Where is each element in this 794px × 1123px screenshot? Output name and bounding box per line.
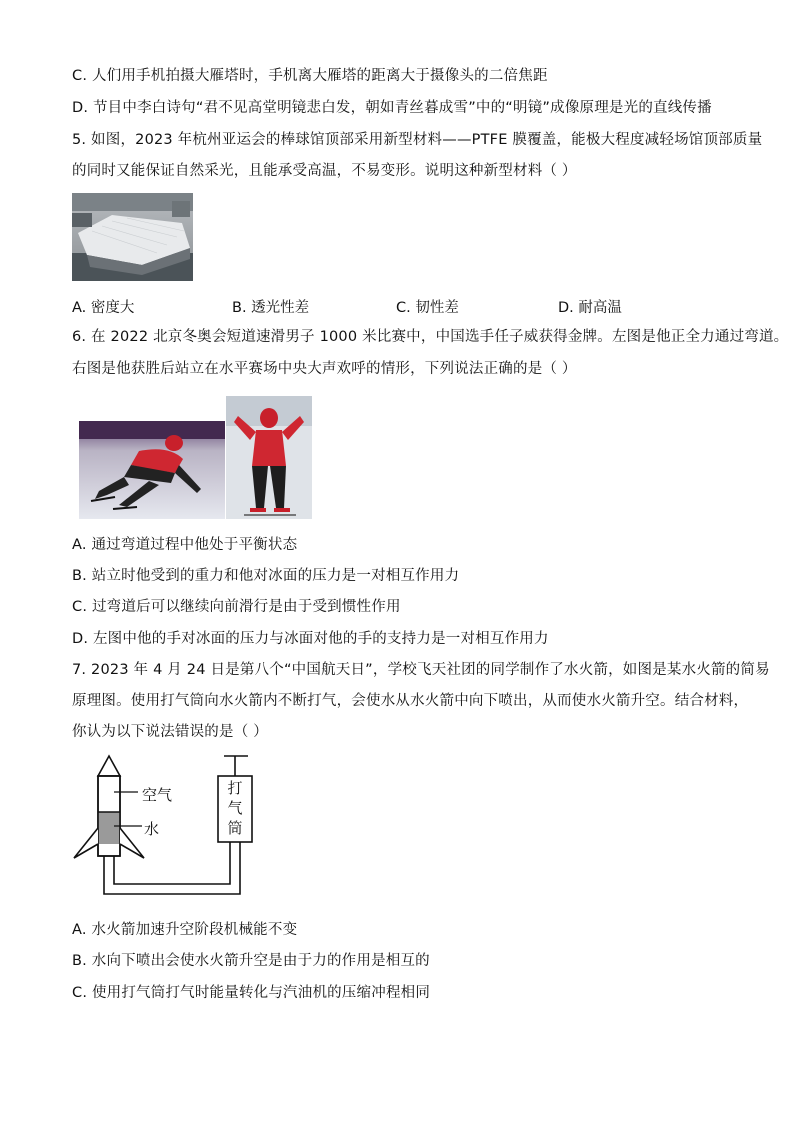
q5-option-c: C. 韧性差 [396, 300, 459, 316]
q7-option-a: A. 水火箭加速升空阶段机械能不变 [72, 922, 298, 938]
q7-stem-line-3: 你认为以下说法错误的是（ ） [72, 724, 268, 740]
water-label: 水 [144, 820, 160, 838]
q4-option-c: C. 人们用手机拍摄大雁塔时，手机离大雁塔的距离大于摄像头的二倍焦距 [72, 68, 548, 84]
q5-option-a: A. 密度大 [72, 300, 135, 316]
q6-stem-line-2: 右图是他获胜后站立在水平赛场中央大声欢呼的情形，下列说法正确的是（ ） [72, 361, 577, 377]
q6-option-c: C. 过弯道后可以继续向前滑行是由于受到惯性作用 [72, 599, 401, 615]
q7-stem-line-2: 原理图。使用打气筒向水火箭内不断打气，会使水从水火箭中向下喷出，从而使水火箭升空。结合材料， [72, 693, 749, 709]
q7-stem-line-1: 7. 2023 年 4 月 24 日是第八个“中国航天日”，学校飞天社团的同学制作了水火箭，如图是某水火箭的简易 [72, 662, 770, 678]
stadium-photo [72, 193, 193, 281]
pump-char-1: 打 [227, 779, 243, 797]
q6-option-a: A. 通过弯道过程中他处于平衡状态 [72, 537, 298, 553]
skater-celebrating-photo [226, 396, 312, 519]
pump-label [225, 778, 245, 838]
q5-option-d: D. 耐高温 [558, 300, 622, 316]
q6-stem-line-1: 6. 在 2022 北京冬奥会短道速滑男子 1000 米比赛中，中国选手任子威获得金牌。左图是他正全力通过弯道。 [72, 329, 789, 345]
q5-option-b: B. 透光性差 [232, 300, 310, 316]
pump-char-3: 筒 [227, 819, 243, 837]
q7-option-b: B. 水向下喷出会使水火箭升空是由于力的作用是相互的 [72, 953, 430, 969]
q5-stem-line-2: 的同时又能保证自然采光，且能承受高温，不易变形。说明这种新型材料（ ） [72, 163, 577, 179]
q6-option-d: D. 左图中他的手对冰面的压力与冰面对他的手的支持力是一对相互作用力 [72, 631, 549, 647]
q6-option-b: B. 站立时他受到的重力和他对冰面的压力是一对相互作用力 [72, 568, 460, 584]
water-rocket-diagram [70, 752, 270, 904]
q5-options [72, 296, 732, 316]
air-label: 空气 [142, 786, 173, 804]
skater-curve-photo [79, 421, 225, 519]
q7-option-c: C. 使用打气筒打气时能量转化与汽油机的压缩冲程相同 [72, 985, 431, 1001]
pump-char-2: 气 [227, 799, 243, 817]
q4-option-d: D. 节目中李白诗句“君不见高堂明镜悲白发，朝如青丝暮成雪”中的“明镜”成像原理是光的直线传播 [72, 100, 712, 116]
q5-stem-line-1: 5. 如图，2023 年杭州亚运会的棒球馆顶部采用新型材料——PTFE 膜覆盖，能极大程度减轻场馆顶部质量 [72, 132, 763, 148]
